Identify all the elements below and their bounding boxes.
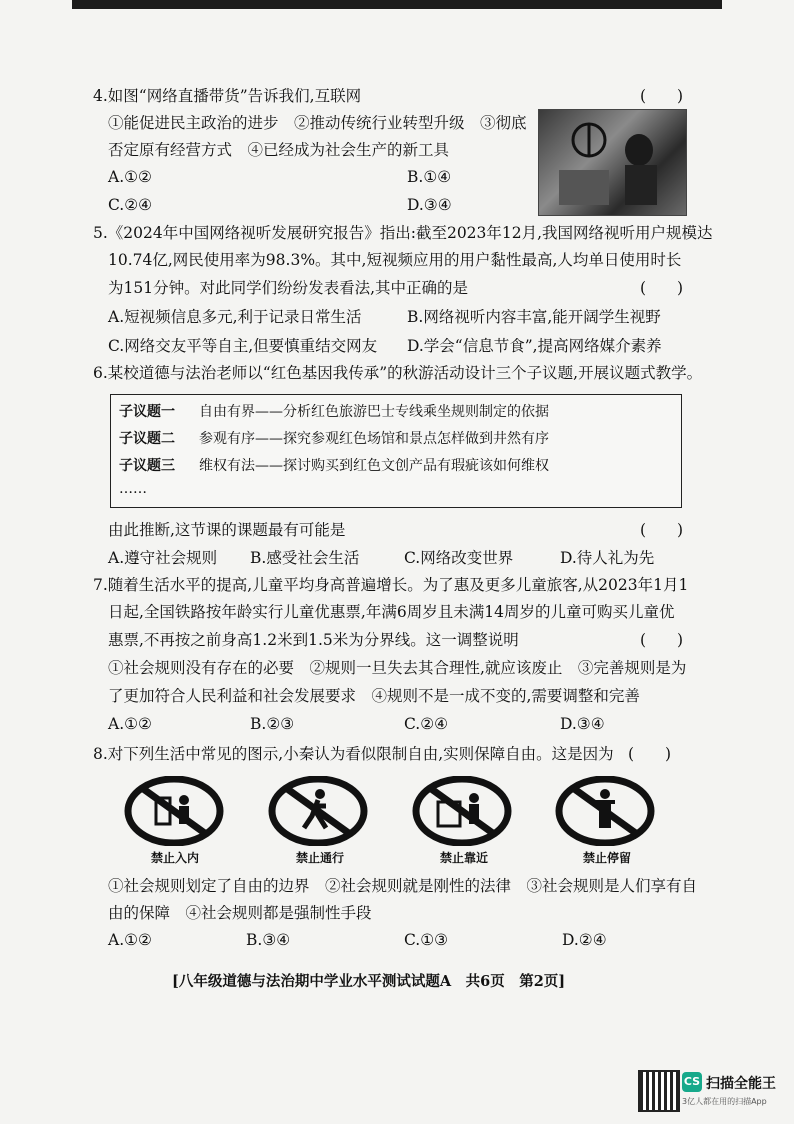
- sign-label-no-entry: 禁止入内: [151, 851, 200, 865]
- q7-stem-line3: 惠票,不再按之前身高1.2米到1.5米为分界线。这一调整说明: [108, 631, 519, 649]
- q8-option-b: B.③④: [246, 931, 291, 949]
- q5-stem-line3: 为151分钟。对此同学们纷纷发表看法,其中正确的是: [108, 279, 469, 297]
- q4-option-a: A.①②: [108, 168, 152, 186]
- q4-stem: 4.如图“网络直播带货”告诉我们,互联网: [93, 87, 362, 105]
- q5-answer-paren: ( ): [640, 279, 684, 297]
- camscanner-tagline: 3亿人都在用的扫描App: [682, 1097, 767, 1106]
- scan-top-edge: [72, 0, 722, 9]
- q6-subtopic-3: [119, 455, 549, 475]
- no-approach-sign-icon: [412, 776, 512, 846]
- q4-option-d: D.③④: [407, 196, 452, 214]
- q7-stem-line1: 7.随着生活水平的提高,儿童平均身高普遍增长。为了惠及更多儿童旅客,从2023年1月1: [93, 576, 689, 594]
- q7-answer-paren: ( ): [640, 631, 684, 649]
- no-entry-sign-icon: [124, 776, 224, 846]
- q8-stem: 8.对下列生活中常见的图示,小秦认为看似限制自由,实则保障自由。这是因为: [93, 745, 614, 763]
- live-streaming-photo: [538, 109, 687, 216]
- q7-option-c: C.②④: [404, 715, 449, 733]
- q6-answer-paren: ( ): [640, 521, 684, 539]
- q6-subtopic-3-text: 维权有法——探讨购买到红色文创产品有瑕疵该如何维权: [199, 458, 549, 474]
- q7-option-d: D.③④: [560, 715, 605, 733]
- q5-option-a: A.短视频信息多元,利于记录日常生活: [108, 308, 362, 326]
- q6-subtopic-2-text: 参观有序——探究参观红色场馆和景点怎样做到井然有序: [199, 431, 549, 447]
- q6-question: 由此推断,这节课的课题最有可能是: [108, 521, 346, 539]
- q8-answer-paren: ( ): [628, 745, 672, 763]
- q7-stem-line2: 日起,全国铁路按年龄实行儿童优惠票,年满6周岁且未满14周岁的儿童可购买儿童优: [108, 603, 675, 621]
- qr-code-icon: [638, 1070, 680, 1112]
- q8-option-d: D.②④: [562, 931, 607, 949]
- sign-label-no-approach: 禁止靠近: [440, 851, 489, 865]
- q5-stem-line2: 10.74亿,网民使用率为98.3%。其中,短视频应用的用户黏性最高,人均单日使用时长: [108, 251, 682, 269]
- q6-stem: 6.某校道德与法治老师以“红色基因我传承”的秋游活动设计三个子议题,开展议题式教学。: [93, 364, 703, 382]
- q6-option-c: C.网络改变世界: [404, 549, 514, 567]
- q5-option-b: B.网络视听内容丰富,能开阔学生视野: [407, 308, 661, 326]
- q6-option-a: A.遵守社会规则: [108, 549, 218, 567]
- q4-choices-line1: ①能促进民主政治的进步 ②推动传统行业转型升级 ③彻底: [108, 114, 527, 132]
- q7-option-b: B.②③: [250, 715, 295, 733]
- q5-option-c: C.网络交友平等自主,但要慎重结交网友: [108, 337, 378, 355]
- q4-choices-line2: 否定原有经营方式 ④已经成为社会生产的新工具: [108, 141, 450, 159]
- sign-label-no-stay: 禁止停留: [583, 851, 632, 865]
- q4-option-b: B.①④: [407, 168, 452, 186]
- q5-option-d: D.学会“信息节食”,提高网络媒介素养: [407, 337, 662, 355]
- camscanner-logo-icon: CS: [682, 1072, 702, 1092]
- q6-subtopic-1: [119, 401, 549, 421]
- sign-label-no-passage: 禁止通行: [296, 851, 345, 865]
- q8-choices-line1: ①社会规则划定了自由的边界 ②社会规则就是刚性的法律 ③社会规则是人们享有自: [108, 877, 698, 895]
- q4-answer-paren: ( ): [640, 87, 684, 105]
- page-footer: [八年级道德与法治期中学业水平测试试题A 共6页 第2页]: [172, 973, 566, 990]
- q8-option-a: A.①②: [108, 931, 152, 949]
- q4-option-c: C.②④: [108, 196, 153, 214]
- q6-ellipsis: ……: [119, 481, 147, 497]
- camscanner-brand: 扫描全能王: [706, 1076, 776, 1092]
- q6-subtopic-2: [119, 428, 549, 448]
- q6-subtopic-box: [110, 394, 682, 508]
- live-streaming-illustration: [539, 110, 686, 215]
- q6-subtopic-3-tag: 子议题三: [119, 458, 175, 474]
- q6-option-d: D.待人礼为先: [560, 549, 655, 567]
- q8-choices-line2: 由的保障 ④社会规则都是强制性手段: [108, 904, 372, 922]
- q6-option-b: B.感受社会生活: [250, 549, 360, 567]
- q7-option-a: A.①②: [108, 715, 152, 733]
- q7-choices-line1: ①社会规则没有存在的必要 ②规则一旦失去其合理性,就应该废止 ③完善规则是为: [108, 659, 687, 677]
- no-stay-sign-icon: [555, 776, 655, 846]
- q5-stem-line1: 5.《2024年中国网络视听发展研究报告》指出:截至2023年12月,我国网络视听用户规模达: [93, 224, 713, 242]
- no-passage-sign-icon: [268, 776, 368, 846]
- q6-subtopic-2-tag: 子议题二: [119, 431, 175, 447]
- q6-subtopic-1-tag: 子议题一: [119, 404, 175, 420]
- q8-option-c: C.①③: [404, 931, 449, 949]
- q6-subtopic-1-text: 自由有界——分析红色旅游巴士专线乘坐规则制定的依据: [199, 404, 549, 420]
- q7-choices-line2: 了更加符合人民利益和社会发展要求 ④规则不是一成不变的,需要调整和完善: [108, 687, 640, 705]
